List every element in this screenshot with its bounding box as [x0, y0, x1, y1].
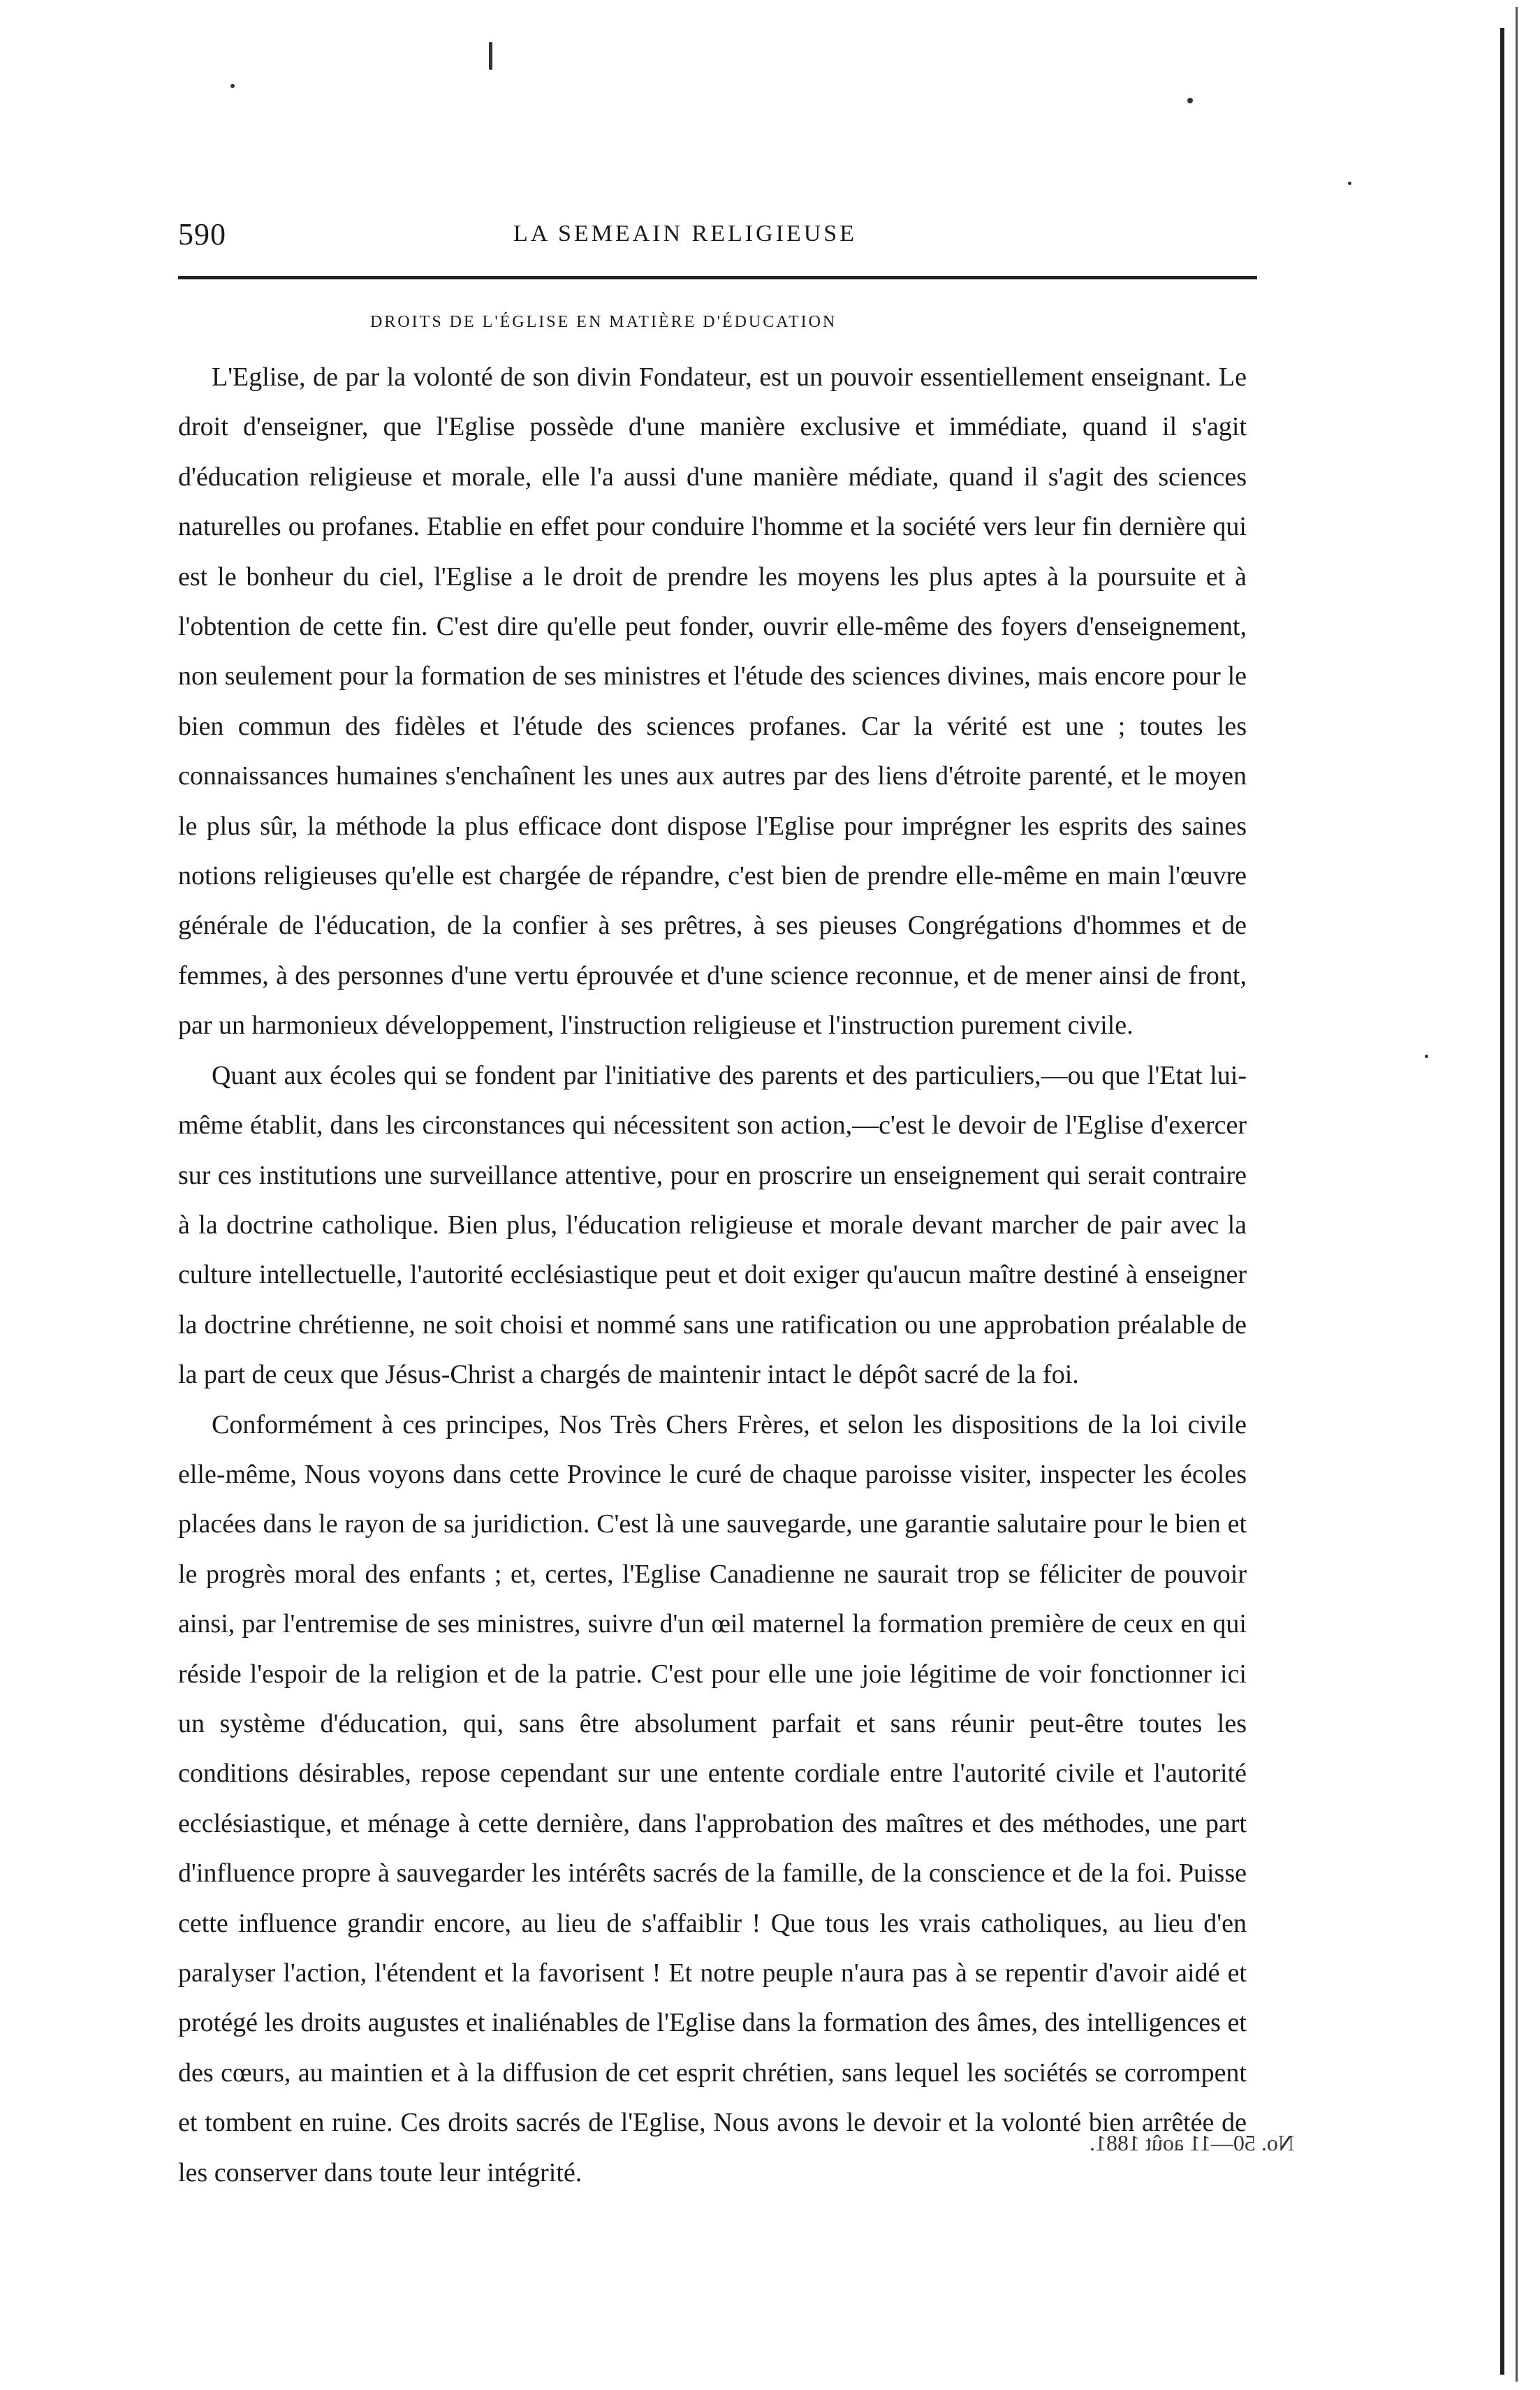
page-edge-line [1516, 7, 1518, 2382]
header-rule [178, 276, 1257, 279]
page-header [178, 217, 1257, 258]
body-text [178, 353, 1247, 2198]
ink-speck [489, 42, 492, 70]
running-title: LA SEMEAIN RELIGIEUSE [513, 221, 857, 247]
ink-speck [1425, 1055, 1428, 1058]
ink-speck [1187, 98, 1193, 103]
paragraph-text: Quant aux écoles qui se fondent par l'initiative des parents et des particuliers,—ou que l'Etat lui-même établit, dans les circonstances qui nécessitent son action,—c'est le devoir de l'Eglise d'exercer sur ces institutions une surveillance attentive, pour en proscrire un enseignement qui serait contraire à la doctrine catholique. Bien plus, l'éducation religieuse et morale devant marcher de pair avec la culture intellectuelle, l'autorité ecclésiastique peut et doit exiger qu'aucun maître destiné à enseigner la doctrine chrétienne, ne soit choisi et nommé sans une ratification ou une approbation préalable de la part de ceux que Jésus-Christ a chargés de maintenir intact le dépôt sacré de la foi. [178, 1060, 1247, 1390]
page-edge-shadow [1500, 28, 1504, 2375]
paragraph [178, 353, 1247, 1051]
page-number: 590 [178, 217, 226, 251]
show-through-footer-note: No. 50—11 août 1881. [1090, 2130, 1295, 2155]
ink-speck [230, 84, 235, 88]
paragraph [178, 1051, 1247, 1400]
paragraph-text: Conformément à ces principes, Nos Très Chers Frères, et selon les dispositions de la loi civile elle-même, Nous voyons dans cette Province le curé de chaque paroisse visiter, inspecter les écoles placées dans le rayon de sa juridiction. C'est là une sauvegarde, une garantie salutaire pour le bien et le progrès moral des enfants ; et, certes, l'Eglise Canadienne ne saurait trop se féliciter de pouvoir ainsi, par l'entremise de ses ministres, suivre d'un œil maternel la formation première de ceux en qui réside l'espoir de la religion et de la patrie. C'est pour elle une joie légitime de voir fonctionner ici un système d'éducation, qui, sans être absolument parfait et sans réunir peut-être toutes les conditions désirables, repose cependant sur une entente cordiale entre l'autorité civile et l'autorité ecclésiastique, et ménage à cette dernière, dans l'approbation des maîtres et des méthodes, une part d'influence propre à sauvegarder les intérêts sacrés de la famille, de la conscience et de la foi. Puisse cette influence grandir encore, au lieu de s'affaiblir ! Que tous les vrais catholiques, au lieu d'en paralyser l'action, l'étendent et la favorisent ! Et notre peuple n'aura pas à se repentir d'avoir aidé et protégé les droits augustes et inaliénables de l'Eglise dans la formation des âmes, des intelligences et des cœurs, au maintien et à la diffusion de cet esprit chrétien, sans lequel les sociétés se corrompent et tombent en ruine. Ces droits sacrés de l'Eglise, Nous avons le devoir et la volonté bien arrêtée de les conserver dans toute leur intégrité. [178, 1409, 1247, 2187]
section-heading: DROITS DE L'ÉGLISE EN MATIÈRE D'ÉDUCATION [370, 313, 837, 331]
ink-speck [1348, 182, 1351, 185]
paragraph [178, 1400, 1247, 2199]
paragraph-text: L'Eglise, de par la volonté de son divin Fondateur, est un pouvoir essentiellement enseignant. Le droit d'enseigner, que l'Eglise possède d'une manière exclusive et immédiate, quand il s'agit d'éducation religieuse et morale, elle l'a aussi d'une manière médiate, quand il s'agit des sciences naturelles ou profanes. Etablie en effet pour conduire l'homme et la société vers leur fin dernière qui est le bonheur du ciel, l'Eglise a le droit de prendre les moyens les plus aptes à la poursuite et à l'obtention de cette fin. C'est dire qu'elle peut fonder, ouvrir elle-même des foyers d'enseignement, non seulement pour la formation de ses ministres et l'étude des sciences divines, mais encore pour le bien commun des fidèles et l'étude des sciences profanes. Car la vérité est une ; toutes les connaissances humaines s'enchaînent les unes aux autres par des liens d'étroite parenté, et le moyen le plus sûr, la méthode la plus efficace dont dispose l'Eglise pour imprégner les esprits des saines notions religieuses qu'elle est chargée de répandre, c'est bien de prendre elle-même en main l'œuvre générale de l'éducation, de la confier à ses prêtres, à ses pieuses Congrégations d'hommes et de femmes, à des personnes d'une vertu éprouvée et d'une science reconnue, et de mener ainsi de front, par un harmonieux développement, l'instruction religieuse et l'instruction purement civile. [178, 362, 1247, 1041]
